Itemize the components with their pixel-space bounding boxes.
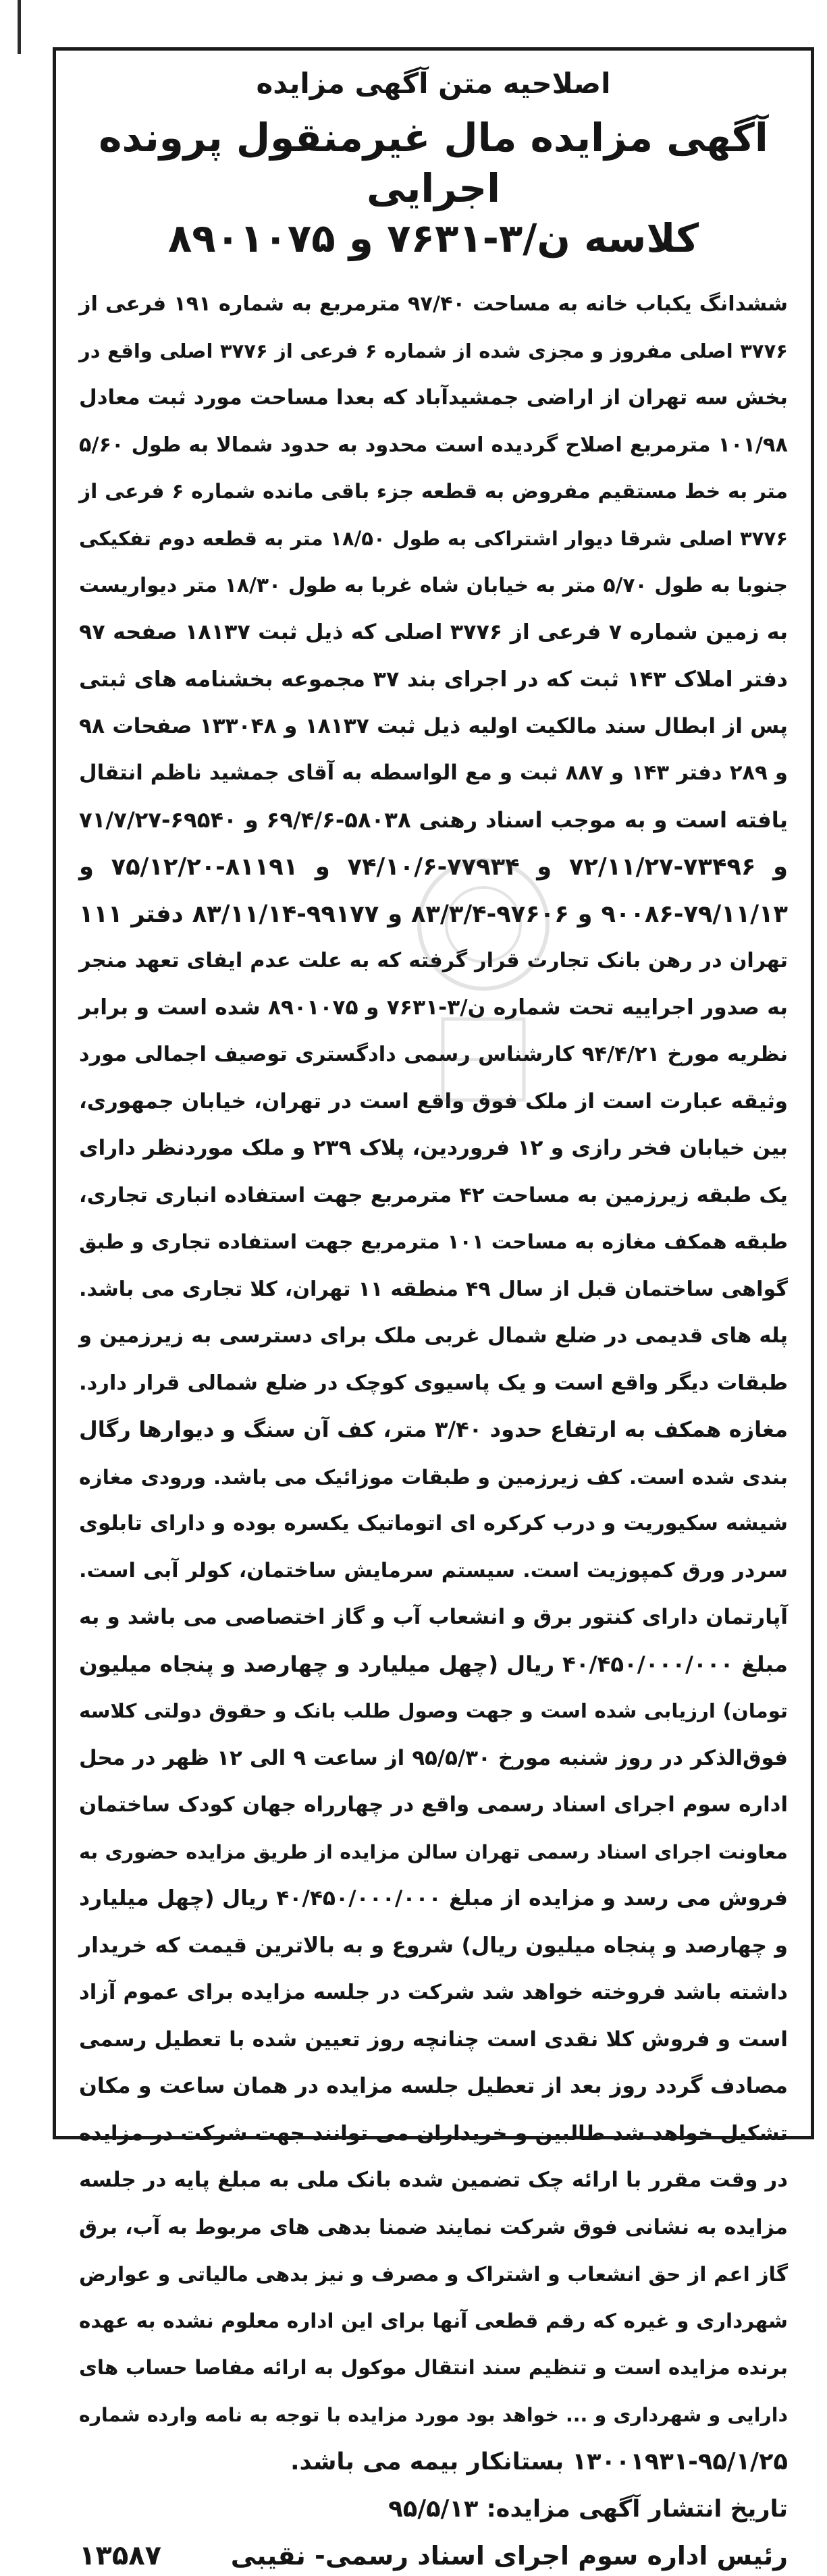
body-line: گاز اعم از حق انشعاب و اشتراک و مصرف و نیز بدهی مالیاتی و عوارض — [79, 2262, 788, 2286]
body-line: دفتر املاک ۱۴۳ ثبت که در اجرای بند ۳۷ مجموعه بخشنامه های ثبتی — [79, 666, 788, 692]
body-line: جنوبا به طول ۵/۷۰ متر به خیابان شاه غربا به طول ۱۸/۳۰ متر دیواریست — [79, 574, 788, 598]
signature: رئیس اداره سوم اجرای اسناد رسمی- نقیبی — [230, 2540, 788, 2571]
body-line: و ۷۳۴۹۶-۷۲/۱۱/۲۷ و ۷۷۹۳۴-۷۴/۱۰/۶ و ۸۱۱۹۱-۷۵/۱۲/۲۰ و — [79, 853, 789, 881]
body-line: تومان) ارزیابی شده است و جهت وصول طلب بانک و حقوق دولتی کلاسه — [79, 1699, 788, 1723]
body-line: به زمین شماره ۷ فرعی از ۳۷۷۶ اصلی که ذیل ثبت ۱۸۱۳۷ صفحه ۹۷ — [79, 620, 788, 645]
body-line: اداره سوم اجرای اسناد رسمی واقع در چهارراه جهان کودک ساختمان — [79, 1792, 788, 1817]
body-line: گواهی ساختمان قبل از سال ۴۹ منطقه ۱۱ تهران، کلا تجاری می باشد. — [79, 1277, 788, 1301]
body-line: بین خیابان فخر رازی و ۱۲ فروردین، پلاک ۲۳۹ و ملک موردنظر دارای — [79, 1136, 788, 1161]
body-line: و ۲۸۹ دفتر ۱۴۳ و ۸۸۷ ثبت و مع الواسطه به آقای جمشید ناظم انتقال — [79, 761, 788, 786]
body-line: تهران در رهن بانک تجارت قرار گرفته که به علت عدم ایفای تعهد منجر — [79, 949, 788, 973]
scan-edge-mark — [18, 0, 21, 54]
body-line: پس از ابطال سند مالکیت اولیه ذیل ثبت ۱۸۱۳۷ و ۱۳۳۰۴۸ صفحات ۹۸ — [79, 713, 789, 738]
notice-body — [79, 281, 788, 2486]
body-line: طبقه همکف مغازه به مساحت ۱۰۱ مترمربع جهت استفاده تجاری و طبق — [79, 1230, 788, 1255]
body-line: و چهارصد و پنجاه میلیون ریال) شروع و به بالاترین قیمت که خریدار — [79, 1933, 788, 1958]
body-line: آپارتمان دارای کنتور برق و انشعاب آب و گاز اختصاصی می باشد و به — [79, 1605, 788, 1630]
notice-title-line-2: کلاسه ن/۳-۷۶۳۱ و ۸۹۰۱۰۷۵ — [167, 215, 699, 261]
body-line: دارایی و شهرداری و ... خواهد بود مورد مزایده با توجه به نامه وارده شماره — [79, 2403, 788, 2426]
body-line: شهرداری و غیره که رقم قطعی آنها برای این اداره معلوم نشده به عهده — [79, 2309, 788, 2332]
body-line: مبلغ ۴۰/۴۵۰/۰۰۰/۰۰۰ ریال (چهل میلیارد و چهارصد و پنجاه میلیون — [79, 1651, 788, 1677]
correction-title: اصلاحیه متن آگهی مزایده — [256, 67, 611, 100]
body-line: داشته باشد فروخته خواهد شد شرکت در جلسه مزایده برای عموم آزاد — [79, 1981, 788, 2005]
body-line: ۱۳۰۰۱۹۳۱-۹۵/۱/۲۵ بستانکار بیمه می باشد. — [290, 2448, 788, 2476]
body-line: معاونت اجرای اسناد رسمی تهران سالن مزایده از طریق مزایده حضوری به — [79, 1840, 788, 1863]
body-line: ۳۷۷۶ اصلی مفروز و مجزی شده از شماره ۶ فرعی از ۳۷۷۶ اصلی واقع در — [79, 339, 789, 362]
body-line: ۱۰۱/۹۸ مترمربع اصلاح گردیده است محدود به حدود شمالا به طول ۵/۶۰ — [79, 433, 788, 457]
body-line: ششدانگ یکباب خانه به مساحت ۹۷/۴۰ مترمربع به شماره ۱۹۱ فرعی از — [79, 292, 788, 317]
publication-date: تاریخ انتشار آگهی مزایده: ۹۵/۵/۱۳ — [388, 2494, 788, 2523]
body-line: به صدور اجراییه تحت شماره ن/۳-۷۶۳۱ و ۸۹۰۱۰۷۵ شده است و برابر — [79, 995, 788, 1020]
body-line: نظریه مورخ ۹۴/۴/۲۱ کارشناس رسمی دادگستری توصیف اجمالی مورد — [79, 1043, 789, 1067]
signature-row — [79, 2536, 788, 2576]
body-line: است و فروش کلا نقدی است چنانچه روز تعیین شده با تعطیل رسمی — [79, 2027, 788, 2052]
body-line: فروش می رسد و مزایده از مبلغ ۴۰/۴۵۰/۰۰۰/۰۰۰ ریال (چهل میلیارد — [79, 1886, 788, 1911]
body-line: یک طبقه زیرزمین به مساحت ۴۲ مترمربع جهت استفاده انباری تجاری، — [79, 1183, 788, 1207]
body-line: بندی شده است. کف زیرزمین و طبقات موزائیک می باشد. ورودی مغازه — [79, 1464, 788, 1489]
body-line: شیشه سکیوریت و درب کرکره ای اتوماتیک یکسره بوده و دارای تابلوی — [79, 1512, 788, 1536]
body-line: تشکیل خواهد شد طالبین و خریداران می توانند جهت شرکت در مزایده — [79, 2121, 788, 2145]
body-line: مصادف گردد روز بعد از تعطیل جلسه مزایده در همان ساعت و مکان — [79, 2074, 788, 2099]
body-line: متر به خط مستقیم مفروض به قطعه جزء باقی مانده شماره ۶ فرعی از — [79, 480, 789, 504]
body-line: بخش سه تهران از اراضی جمشیدآباد که بعدا مساحت مورد ثبت معادل — [79, 385, 788, 410]
notice-title-line-1: آگهی مزایده مال غیرمنقول پرونده اجرایی — [99, 115, 768, 211]
body-line: برنده مزایده است و تنظیم سند انتقال موکول به ارائه مفاصا حساب های — [79, 2356, 788, 2380]
body-line: مغازه همکف به ارتفاع حدود ۳/۴۰ متر، کف آن سنگ و دیوارها رگال — [79, 1417, 789, 1443]
body-line: سردر ورق کمپوزیت است. سیستم سرمایش ساختمان، کولر آبی است. — [79, 1558, 788, 1583]
body-line: یافته است و به موجب اسناد رهنی ۵۸۰۳۸-۶۹/۴/۶ و ۶۹۵۴۰-۷۱/۷/۲۷ — [79, 806, 788, 833]
body-line: در وقت مقرر با ارائه چک تضمین شده بانک ملی به مبلغ پایه در جلسه — [79, 2168, 788, 2193]
body-line: ۹۰۰۸۶-۷۹/۱۱/۱۳ و ۹۷۶۰۶-۸۳/۳/۴ و ۹۹۱۷۷-۸۳/۱۱/۱۴ دفتر ۱۱۱ — [79, 900, 789, 928]
body-line: طبقات دیگر واقع است و یک پاسیوی کوچک در ضلع شمالی قرار دارد. — [79, 1371, 788, 1395]
body-line: فوق‌الذکر در روز شنبه مورخ ۹۵/۵/۳۰ از ساعت ۹ الی ۱۲ ظهر در محل — [79, 1745, 788, 1770]
body-line: مزایده به نشانی فوق شرکت نمایند ضمنا بدهی های مربوط به آب، برق — [79, 2215, 788, 2239]
body-line: وثیقه عبارت است از ملک فوق واقع است در تهران، خیابان جمهوری، — [79, 1089, 788, 1114]
body-line: پله های قدیمی در ضلع شمال غربی ملک برای دسترسی به زیرزمین و — [79, 1324, 788, 1348]
notice-title — [79, 113, 788, 263]
body-line: ۳۷۷۶ اصلی شرقا دیوار اشتراکی به طول ۱۸/۵۰ متر به قطعه دوم تفکیکی — [79, 526, 788, 550]
notice-frame — [53, 47, 814, 2571]
ad-code: ۱۳۵۸۷ — [79, 2540, 162, 2571]
